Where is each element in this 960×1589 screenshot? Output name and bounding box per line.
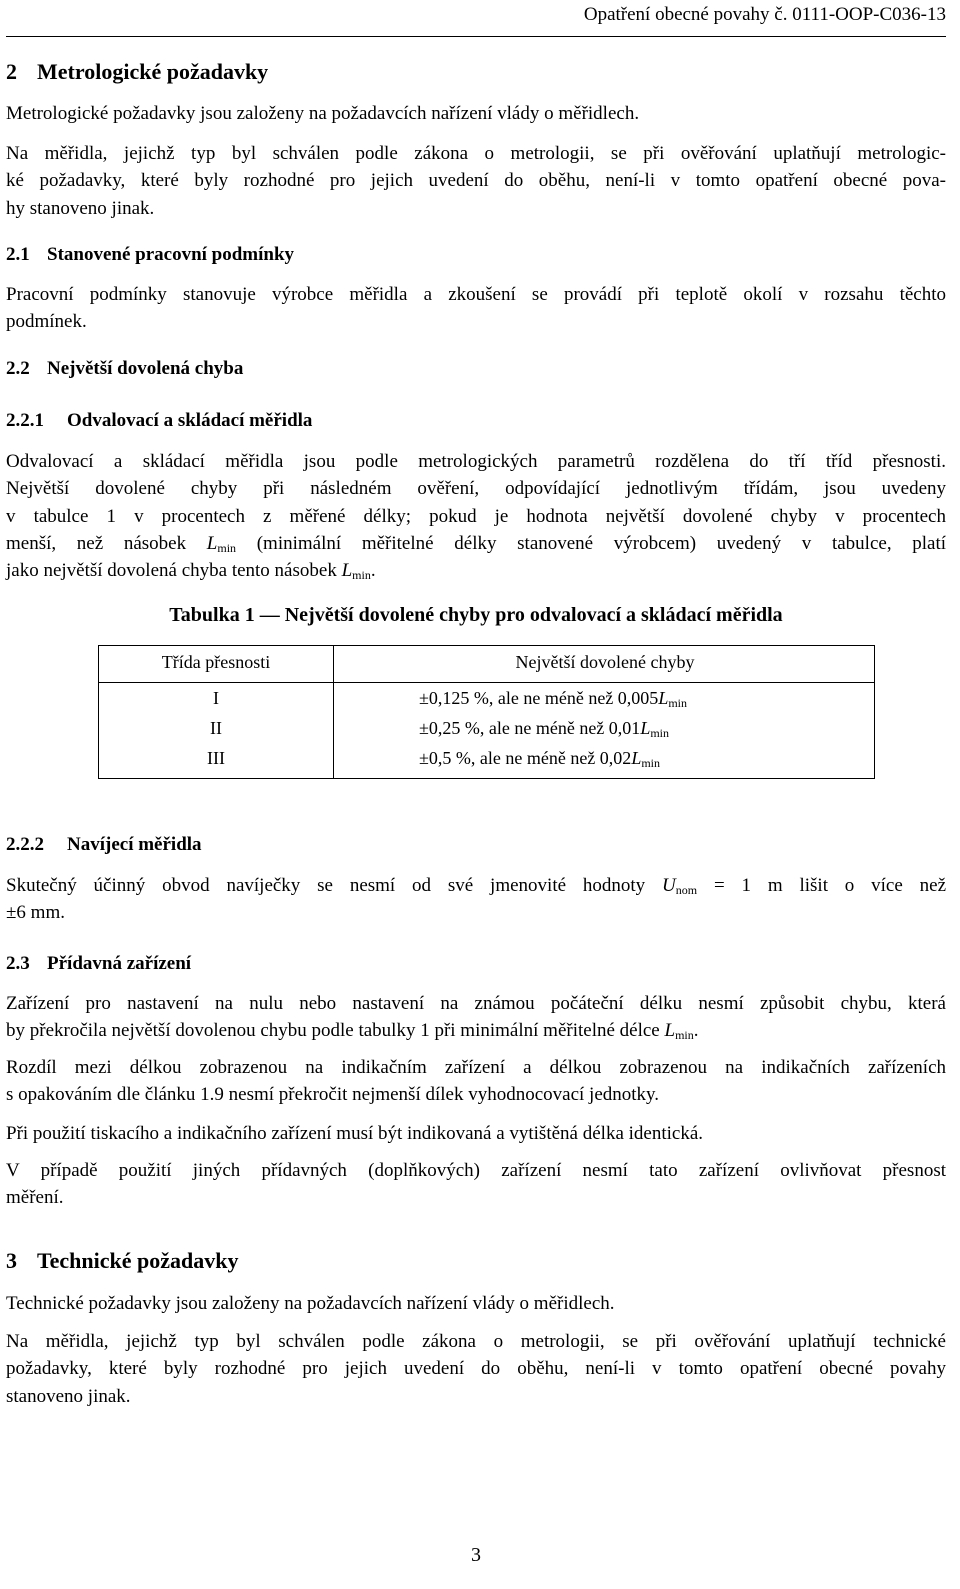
symbol-L: L <box>631 748 642 768</box>
section-title: Technické požadavky <box>37 1248 239 1273</box>
section-number: 2.2 <box>6 358 30 379</box>
section-2-2-1-heading <box>6 410 312 432</box>
subscript-min: min <box>675 1028 694 1043</box>
table-caption: Tabulka 1 — Největší dovolené chyby pro odvalovací a skládací měřidla <box>169 604 783 626</box>
text-line: s opakováním dle článku 1.9 nesmí překročit nejmenší dílek vyhodnocovací jednotky. <box>6 1084 660 1106</box>
text-line <box>6 530 946 557</box>
subscript-min: min <box>668 696 687 710</box>
section-2-heading <box>6 59 268 85</box>
section-2-3-paragraph-4 <box>6 1157 946 1212</box>
text-line: Největší dovolené chyby při následném ověření, odpovídající jednotlivým třídám, jsou uvedeny <box>6 478 946 500</box>
text-fragment: by překročila největší dovolenou chybu podle tabulky 1 při minimální měřitelné délce <box>6 1020 660 1042</box>
section-number: 2.2.1 <box>6 410 44 431</box>
section-2-2-1-paragraph <box>6 448 946 584</box>
text-line: Na měřidla, jejichž typ byl schválen podle zákona o metrologii, se při ověřování uplatňují metrologic- <box>6 143 946 164</box>
text-line: požadavky, které byly rozhodné pro jejich uvedení do oběhu, není-li v tomto opatření obecné povahy <box>6 1358 946 1380</box>
value-text: ±0,25 %, ale ne méně než 0,01 <box>419 718 641 738</box>
section-number: 2.1 <box>6 244 30 265</box>
symbol-L: L <box>658 688 669 708</box>
section-2-3-paragraph-1 <box>6 990 946 1045</box>
table-cell-value <box>419 748 859 769</box>
text-fragment: jako největší dovolená chyba tento násobek <box>6 560 337 582</box>
doc-reference: Opatření obecné povahy č. 0111-OOP-C036-13 <box>583 4 946 25</box>
text-line: Na měřidla, jejichž typ byl schválen podle zákona o metrologii, se při ověřování uplatňují technické <box>6 1331 946 1352</box>
text-line: měření. <box>6 1187 64 1209</box>
section-title: Metrologické požadavky <box>37 59 269 84</box>
section-number: 2 <box>6 59 17 84</box>
text-line: stanoveno jinak. <box>6 1385 131 1407</box>
section-2-3-paragraph-3 <box>6 1120 946 1147</box>
text-line: Metrologické požadavky jsou založeny na požadavcích nařízení vlády o měřidlech. <box>6 103 640 124</box>
section-title: Největší dovolená chyba <box>47 358 244 379</box>
section-title: Odvalovací a skládací měřidla <box>67 410 313 431</box>
section-2-3-heading <box>6 953 191 975</box>
section-2-3-paragraph-2 <box>6 1054 946 1109</box>
section-number: 2.2.2 <box>6 834 44 855</box>
text-line: V případě použití jiných přídavných (doplňkových) zařízení nesmí tato zařízení ovlivňovat přesnost <box>6 1160 946 1181</box>
text-line: Zařízení pro nastavení na nulu nebo nastavení na známou počáteční délku nesmí způsobit chybu, která <box>6 993 946 1014</box>
subscript-min: min <box>641 756 660 770</box>
text-line: Při použití tiskacího a indikačního zařízení musí být indikovaná a vytištěná délka identická. <box>6 1123 704 1144</box>
section-number: 3 <box>6 1248 17 1273</box>
section-number: 2.3 <box>6 953 30 974</box>
section-title: Přídavná zařízení <box>47 953 192 974</box>
table-cell-class: I <box>213 688 219 708</box>
text-line: Pracovní podmínky stanovuje výrobce měřidla a zkoušení se provádí při teplotě okolí v rozsahu těchto <box>6 284 946 305</box>
section-2-paragraph <box>6 140 946 222</box>
text-line: jako největší dovolená chyba tento násobek $L_{min}$. <box>6 560 376 583</box>
table-cell-class: III <box>207 748 225 768</box>
symbol-L: L <box>640 718 651 738</box>
header-class: Třída přesnosti <box>161 652 271 672</box>
page-number: 3 <box>471 1544 481 1566</box>
section-title: Stanovené pracovní podmínky <box>47 244 295 265</box>
subscript-min: min <box>650 726 669 740</box>
section-2-2-2-paragraph <box>6 872 946 927</box>
text-line <box>6 872 946 899</box>
text-fragment: (minimální měřitelné délky stanovené výrobcem) uvedený v tabulce, platí <box>256 532 947 554</box>
text-line: Technické požadavky jsou založeny na požadavcích nařízení vlády o měřidlech. <box>6 1293 615 1314</box>
text-fragment: Skutečný účinný obvod navíječky se nesmí od své jmenovité hodnoty <box>6 875 646 896</box>
subscript-min: min <box>352 568 371 583</box>
text-line: by překročila největší dovolenou chybu podle tabulky 1 při minimální měřitelné délce $L_{min}$. <box>6 1020 699 1043</box>
section-3-intro <box>6 1290 946 1317</box>
page-header <box>6 0 946 37</box>
subscript-nom: nom <box>675 883 698 897</box>
symbol-L: L <box>341 560 353 582</box>
header-errors: Největší dovolené chyby <box>515 652 695 672</box>
table-cell-value <box>419 718 859 739</box>
text-line: Odvalovací a skládací měřidla jsou podle metrologických parametrů rozdělena do tří tříd přesnosti. <box>6 451 946 472</box>
section-2-1-paragraph <box>6 281 946 336</box>
section-2-1-heading <box>6 244 294 266</box>
symbol-L: L <box>206 532 218 554</box>
text-line: hy stanoveno jinak. <box>6 197 155 219</box>
section-3-paragraph <box>6 1328 946 1410</box>
document-page <box>6 0 946 1589</box>
table-cell-value <box>419 688 859 709</box>
section-3-heading <box>6 1248 239 1274</box>
symbol-U: U <box>662 875 676 896</box>
text-fragment: = 1 m lišit o více než <box>713 875 947 896</box>
section-2-intro <box>6 100 946 127</box>
text-line: podmínek. <box>6 311 87 333</box>
table-cell-class: II <box>210 718 222 738</box>
section-title: Navíjecí měřidla <box>67 834 202 855</box>
section-2-2-2-heading <box>6 834 202 856</box>
text-line: ké požadavky, které byly rozhodné pro jejich uvedení do oběhu, není-li v tomto opatření obecné pova- <box>6 170 946 192</box>
text-line: ±6 mm. <box>6 902 65 924</box>
subscript-min: min <box>217 540 237 555</box>
text-line: v tabulce 1 v procentech z měřené délky; pokud je hodnota největší dovolené chyby v procentech <box>6 505 946 527</box>
value-text: ±0,125 %, ale ne méně než 0,005 <box>419 688 659 708</box>
error-table <box>98 645 875 779</box>
value-text: ±0,5 %, ale ne méně než 0,02 <box>419 748 632 768</box>
text-fragment: menší, než násobek <box>6 532 187 554</box>
text-line: Rozdíl mezi délkou zobrazenou na indikačním zařízení a délkou zobrazenou na indikačních zařízeních <box>6 1057 946 1078</box>
section-2-2-heading <box>6 358 243 380</box>
symbol-L: L <box>664 1020 676 1042</box>
